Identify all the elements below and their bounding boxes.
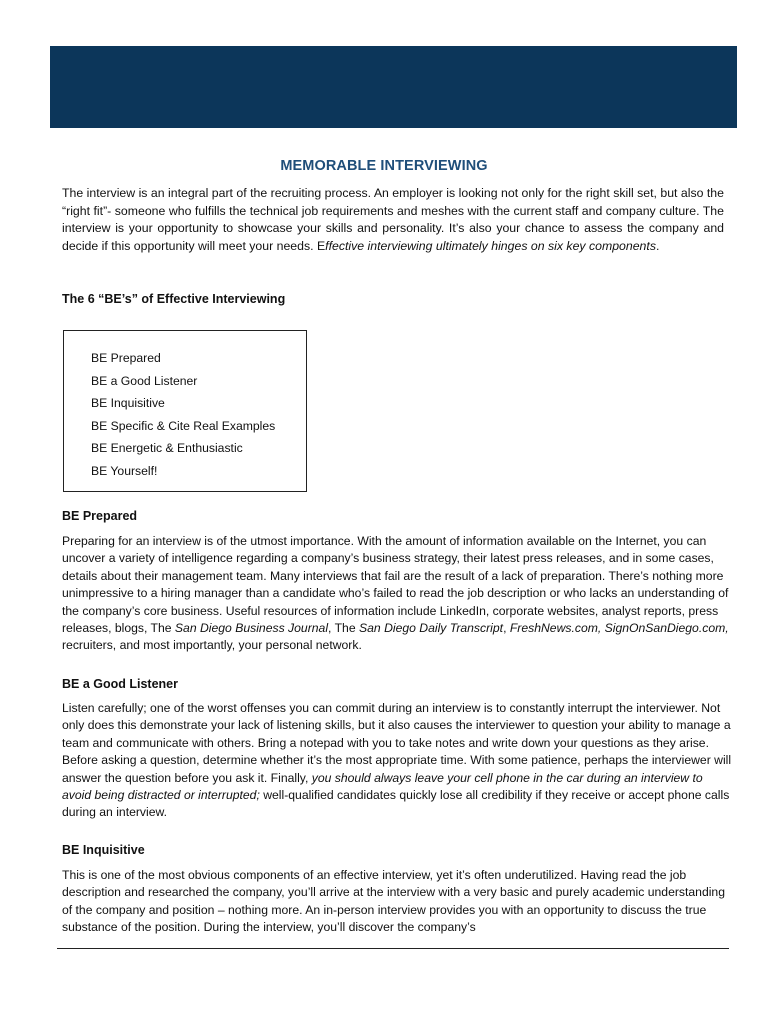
list-item: BE Inquisitive bbox=[91, 396, 165, 410]
section-heading-listener: BE a Good Listener bbox=[62, 677, 178, 691]
bes-list-box bbox=[63, 330, 307, 492]
section-body-prepared: Preparing for an interview is of the utmost importance. With the amount of information available on the Internet, you can uncover a variety of intelligence regarding a company’s business strategy, their latest press releases, and in some cases, details about their management team. Many interviews that fail are the result of a lack of preparation. There’s nothing more unimpressive to a hiring manager than a candidate who’s failed to read the job description or who lacks an understanding of the company’s core business. Useful resources of information include LinkedIn, corporate websites, analyst reports, press releases, blogs, The San Diego Business Journal, The San Diego Daily Transcript, FreshNews.com, SignOnSanDiego.com, recruiters, and most importantly, your personal network. bbox=[62, 534, 729, 653]
list-item: BE Specific & Cite Real Examples bbox=[91, 418, 276, 433]
section-heading-prepared: BE Prepared bbox=[62, 509, 138, 523]
list-item: BE Prepared bbox=[91, 351, 161, 365]
intro-paragraph: The interview is an integral part of the recruiting process. An employer is looking not only for the right skill set, but also the “right fit”- someone who fulfills the technical job requirements and meshes with the current staff and company culture. The interview is your opportunity to showcase your skills and personality. It’s also your chance to assess the company and decide if this opportunity will meet your needs. Effective interviewing ultimately hinges on six key components. bbox=[62, 186, 724, 253]
list-item: BE a Good Listener bbox=[91, 373, 198, 388]
header-banner bbox=[50, 46, 737, 128]
bes-heading: The 6 “BE’s” of Effective Interviewing bbox=[62, 292, 286, 306]
section-heading-inquisitive: BE Inquisitive bbox=[62, 843, 145, 857]
bes-list bbox=[64, 331, 306, 482]
footer-rule bbox=[57, 948, 729, 949]
section-body-listener: Listen carefully; one of the worst offenses you can commit during an interview is to constantly interrupt the interviewer. Not only does this demonstrate your lack of listening skills, but it also causes the interviewer to question your ability to manage a team and communicate with others. Bring a notepad with you to take notes and write down your questions as they arise. Before asking a question, determine whether it’s the most appropriate time. With some patience, perhaps the interviewer will answer the question before you ask it. Finally, you should always leave your cell phone in the car during an interview to avoid being distracted or interrupted; well-qualified candidates quickly lose all credibility if they receive or accept phone calls during an interview. bbox=[62, 701, 732, 820]
section-body-inquisitive: This is one of the most obvious components of an effective interview, yet it’s often underutilized. Having read the job description and researched the company, you’ll arrive at the interview with a very basic and purely academic understanding of the company and position – nothing more. An in-person interview provides you with an opportunity to discuss the true substance of the position. During the interview, you’ll discover the company’s bbox=[62, 868, 725, 935]
list-item: BE Yourself! bbox=[91, 463, 158, 478]
document-title: MEMORABLE INTERVIEWING bbox=[280, 157, 488, 174]
list-item: BE Energetic & Enthusiastic bbox=[91, 441, 243, 455]
